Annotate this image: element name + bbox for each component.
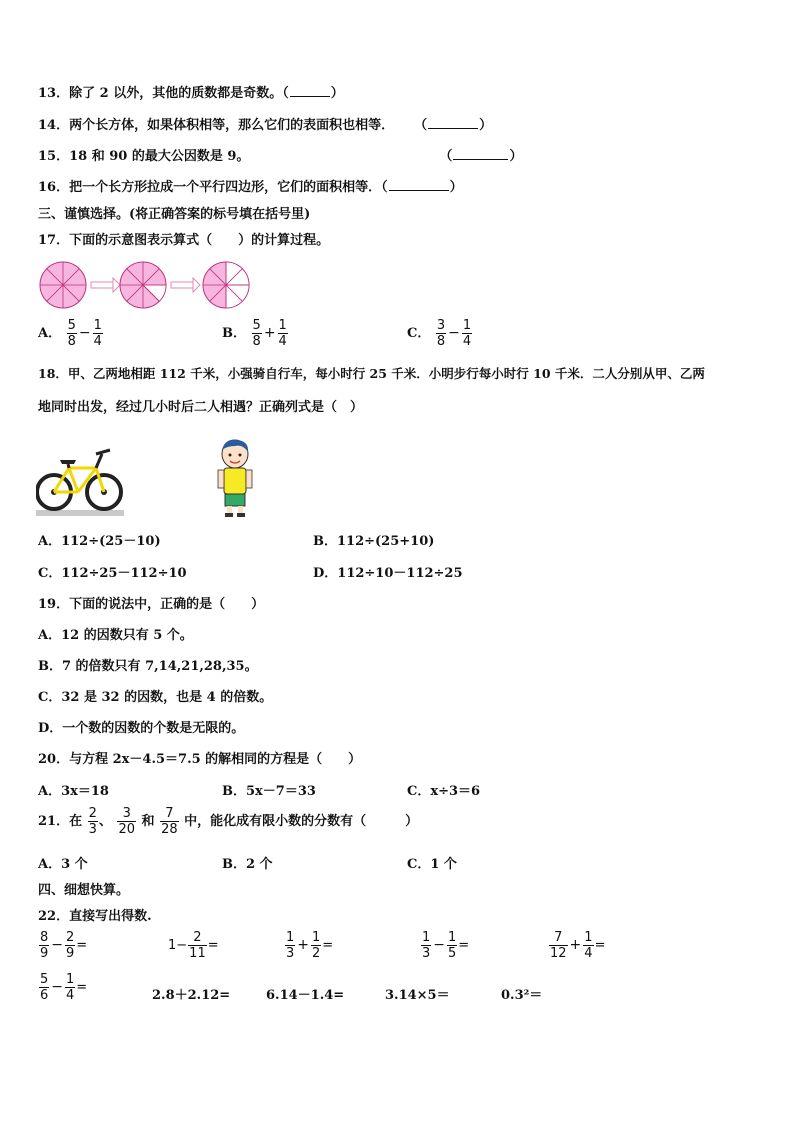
question-13 [38, 82, 344, 101]
q16-text: 16．把一个长方形拉成一个平行四边形，它们的面积相等．（ [38, 180, 388, 195]
q21-sep: 、 [98, 814, 112, 829]
operator: − [448, 325, 460, 341]
pie-1 [40, 262, 86, 308]
q18-option-d[interactable]: D．112÷10－112÷25 [313, 566, 463, 581]
q18-option-a[interactable]: A．112÷(25－10) [38, 534, 161, 549]
question-22: 22．直接写出得数. [38, 909, 152, 924]
question-14 [38, 114, 492, 133]
fraction: $\frac{3}{8}$ [436, 318, 446, 349]
question-20: 20．与方程 2x－4.5＝7.5 的解相同的方程是（ ） [38, 752, 362, 767]
question-15 [38, 145, 522, 164]
q21-sep: 和 [141, 814, 155, 829]
calc-item: 6.14－1.4= [266, 988, 345, 1003]
fraction: $\frac{2}{3}$ [88, 806, 97, 837]
q14-text: 14．两个长方体，如果体积相等，那么它们的表面积也相等． [38, 118, 395, 133]
boy-icon [215, 438, 255, 518]
fraction: $\frac{7}{28}$ [161, 806, 178, 837]
calc-item: 1− $\frac{2}{11}$ = [168, 930, 219, 961]
q21-option-a[interactable]: A．3 个 [38, 857, 88, 872]
pie-3 [203, 262, 249, 308]
fraction: $\frac{5}{8}$ [252, 318, 261, 349]
q21-post: 中，能化成有限小数的分数有（ ） [184, 814, 419, 829]
q21-pre: 21．在 [38, 814, 83, 829]
arrow-right-icon [91, 278, 120, 292]
q19-option-b[interactable]: B．7 的倍数只有 7,14,21,28,35。 [38, 659, 258, 674]
q15-text: 15．18 和 90 的最大公因数是 9。 [38, 149, 250, 164]
q18-option-b[interactable]: B．112÷(25+10) [313, 534, 435, 549]
q15-close: ） [509, 149, 523, 164]
section-4-heading: 四、细想快算。 [38, 883, 130, 898]
q17-option-b[interactable] [222, 318, 289, 349]
fraction: $\frac{3}{20}$ [118, 806, 135, 837]
option-label: A． [38, 326, 62, 341]
question-19: 19．下面的说法中，正确的是（ ） [38, 597, 265, 612]
q21-option-c[interactable]: C．1 个 [407, 857, 457, 872]
q18-option-c[interactable]: C．112÷25－112÷10 [38, 566, 187, 581]
question-18-line1: 18．甲、乙两地相距 112 千米，小强骑自行车，每小时行 25 千米．小明步行每小时行 10 千米．二人分别从甲、乙两 [38, 366, 705, 381]
fraction: $\frac{1}{4}$ [93, 318, 102, 349]
pie-2 [120, 262, 166, 308]
section-3-heading: 三、谨慎选择。(将正确答案的标号填在括号里) [38, 207, 311, 222]
arrow-right-icon [171, 278, 200, 292]
answer-blank[interactable] [453, 147, 508, 160]
bicycle-icon [36, 440, 126, 520]
answer-blank[interactable] [389, 178, 449, 191]
q17-option-c[interactable] [407, 318, 473, 349]
calc-item: $\frac{1}{3}$ + $\frac{1}{2}$ = [286, 930, 334, 961]
q14-open: （ [414, 118, 428, 133]
question-21 [38, 806, 418, 837]
answer-blank[interactable] [290, 84, 330, 97]
calc-item: $\frac{5}{6}$ − $\frac{1}{4}$ = [40, 972, 88, 1003]
calc-item: 2.8＋2.12= [152, 988, 231, 1003]
q15-open: （ [439, 149, 453, 164]
q19-option-c[interactable]: C．32 是 32 的因数，也是 4 的倍数。 [38, 690, 273, 705]
option-label: B． [222, 326, 246, 341]
fraction: $\frac{1}{4}$ [462, 318, 472, 349]
q19-option-d[interactable]: D．一个数的因数的个数是无限的。 [38, 721, 245, 736]
q17-option-a[interactable] [38, 318, 104, 349]
q20-option-a[interactable]: A．3x＝18 [38, 784, 109, 799]
q20-option-b[interactable]: B．5x－7＝33 [222, 784, 316, 799]
calc-item: 0.3²＝ [501, 988, 543, 1003]
q16-close: ） [449, 180, 463, 195]
question-17: 17．下面的示意图表示算式（ ）的计算过程。 [38, 233, 330, 248]
option-label: C． [407, 326, 431, 341]
fraction: $\frac{1}{4}$ [278, 318, 287, 349]
q19-option-a[interactable]: A．12 的因数只有 5 个。 [38, 628, 193, 643]
q13-text: 13．除了 2 以外，其他的质数都是奇数。（ [38, 86, 289, 101]
fraction: $\frac{5}{8}$ [67, 318, 76, 349]
pie-diagram [36, 256, 276, 316]
operator: − [78, 325, 91, 341]
calc-item: $\frac{8}{9}$ − $\frac{2}{9}$ = [40, 930, 88, 961]
answer-blank[interactable] [428, 116, 478, 129]
calc-item: $\frac{7}{12}$ + $\frac{1}{4}$ = [550, 930, 606, 961]
question-18-line2: 地同时出发，经过几小时后二人相遇？正确列式是（ ） [38, 400, 364, 415]
question-16 [38, 176, 463, 195]
q21-option-b[interactable]: B．2 个 [222, 857, 273, 872]
operator: + [263, 325, 276, 341]
calc-item: $\frac{1}{3}$ − $\frac{1}{5}$ = [422, 930, 470, 961]
q20-option-c[interactable]: C．x÷3＝6 [407, 784, 481, 799]
q13-close: ） [330, 86, 344, 101]
calc-item: 3.14×5＝ [385, 988, 450, 1003]
q14-close: ） [479, 118, 493, 133]
